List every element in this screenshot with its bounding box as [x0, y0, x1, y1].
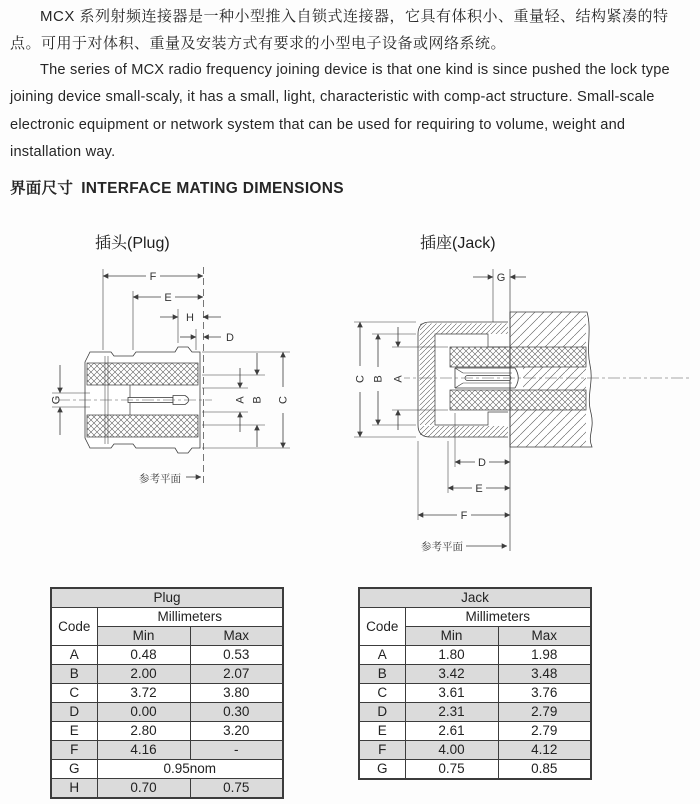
code-cell: E: [359, 722, 405, 741]
code-cell: G: [51, 760, 97, 779]
table-unit-row: [51, 608, 283, 627]
code-cell: A: [51, 646, 97, 665]
jack-dim-e: E: [475, 483, 483, 495]
min-header: Min: [405, 627, 498, 646]
plug-dim-a: A: [234, 396, 247, 404]
min-cell: 2.00: [97, 665, 190, 684]
code-cell: F: [51, 741, 97, 760]
min-cell: 4.00: [405, 741, 498, 760]
unit-header: Millimeters: [97, 608, 283, 627]
table-row: [51, 703, 283, 722]
table-unit-row: [359, 608, 591, 627]
max-cell: 3.76: [498, 684, 591, 703]
table-row: [51, 722, 283, 741]
intro-english: The series of MCX radio frequency joining device is that one kind is since pushed the lock type joining device small-scaly, it has a small, light, characteristic with comp-act structure. Small-scale electronic equipment or network system that can be used for requiring to volume, weight and installation way.: [10, 62, 670, 161]
code-cell: D: [51, 703, 97, 722]
jack-dim-b: B: [372, 375, 385, 383]
plug-dim-f: F: [149, 271, 157, 283]
max-cell: 2.07: [190, 665, 283, 684]
max-cell: 0.85: [498, 760, 591, 780]
jack-drawing-title: 插座(Jack): [420, 235, 496, 252]
min-cell: 1.80: [405, 646, 498, 665]
plug-cross-section-drawing: [40, 255, 320, 500]
table-title-row: [51, 588, 283, 608]
code-header: Code: [359, 608, 405, 646]
max-cell: 0.30: [190, 703, 283, 722]
min-cell: 0.00: [97, 703, 190, 722]
jack-dim-d: D: [478, 457, 486, 469]
min-cell: 2.61: [405, 722, 498, 741]
plug-drawing-title: 插头(Plug): [95, 235, 170, 252]
jack-geometry: [354, 269, 692, 551]
min-cell: 4.16: [97, 741, 190, 760]
min-cell: 2.80: [97, 722, 190, 741]
min-cell: 3.72: [97, 684, 190, 703]
plug-dimensions-table: [50, 587, 284, 799]
table-row: [359, 741, 591, 760]
min-cell: 0.48: [97, 646, 190, 665]
plug-dim-g: G: [50, 395, 63, 405]
plug-dim-b: B: [251, 396, 264, 404]
max-cell: 2.79: [498, 722, 591, 741]
plug-dim-e: E: [164, 292, 172, 304]
table-row: [51, 741, 283, 760]
code-cell: C: [51, 684, 97, 703]
table-row: [359, 760, 591, 780]
max-cell: 3.80: [190, 684, 283, 703]
section-heading-en: INTERFACE MATING DIMENSIONS: [81, 180, 344, 197]
max-cell: 2.79: [498, 703, 591, 722]
table-row: [359, 703, 591, 722]
plug-reference-plane-label: 参考平面: [139, 473, 181, 485]
code-cell: H: [51, 779, 97, 799]
max-cell: 3.48: [498, 665, 591, 684]
code-cell: C: [359, 684, 405, 703]
max-cell: 3.20: [190, 722, 283, 741]
intro-paragraphs: [10, 3, 692, 167]
table-row: [359, 684, 591, 703]
max-cell: 0.53: [190, 646, 283, 665]
table-row: [359, 665, 591, 684]
max-header: Max: [498, 627, 591, 646]
min-cell: 3.61: [405, 684, 498, 703]
code-cell: B: [359, 665, 405, 684]
jack-dim-f: F: [460, 510, 468, 522]
min-cell: 2.31: [405, 703, 498, 722]
max-cell: -: [190, 741, 283, 760]
max-header: Max: [190, 627, 283, 646]
jack-dimensions-table: [358, 587, 592, 780]
table-row: [51, 665, 283, 684]
table-title-row: [359, 588, 591, 608]
jack-reference-plane-label: 参考平面: [421, 541, 463, 553]
table-row: [359, 722, 591, 741]
jack-dim-a: A: [392, 375, 405, 383]
plug-dim-d: D: [226, 332, 234, 344]
table-title: Plug: [51, 588, 283, 608]
intro-chinese: MCX 系列射频连接器是一种小型推入自锁式连接器，它具有体积小、重量轻、结构紧凑的特点。可用于对体积、重量及安装方式有要求的小型电子设备或网络系统。: [10, 8, 669, 52]
min-cell: 3.42: [405, 665, 498, 684]
table-row: [51, 646, 283, 665]
code-cell: A: [359, 646, 405, 665]
table-row: [51, 684, 283, 703]
max-cell: 4.12: [498, 741, 591, 760]
unit-header: Millimeters: [405, 608, 591, 627]
jack-dim-g: G: [496, 272, 506, 284]
code-cell: E: [51, 722, 97, 741]
min-header: Min: [97, 627, 190, 646]
table-title: Jack: [359, 588, 591, 608]
code-cell: D: [359, 703, 405, 722]
code-cell: B: [51, 665, 97, 684]
span-cell: 0.95nom: [97, 760, 283, 779]
min-cell: 0.75: [405, 760, 498, 780]
max-cell: 1.98: [498, 646, 591, 665]
section-heading: [10, 176, 344, 198]
table-row: [51, 779, 283, 799]
min-cell: 0.70: [97, 779, 190, 799]
plug-dim-h: H: [186, 312, 194, 324]
jack-cross-section-drawing: [340, 255, 700, 570]
section-heading-zh: 界面尺寸: [10, 180, 74, 197]
max-cell: 0.75: [190, 779, 283, 799]
jack-dim-c: C: [354, 375, 367, 383]
code-cell: F: [359, 741, 405, 760]
table-row: [359, 646, 591, 665]
code-cell: G: [359, 760, 405, 780]
code-header: Code: [51, 608, 97, 646]
plug-dim-c: C: [277, 396, 290, 404]
table-row: [51, 760, 283, 779]
